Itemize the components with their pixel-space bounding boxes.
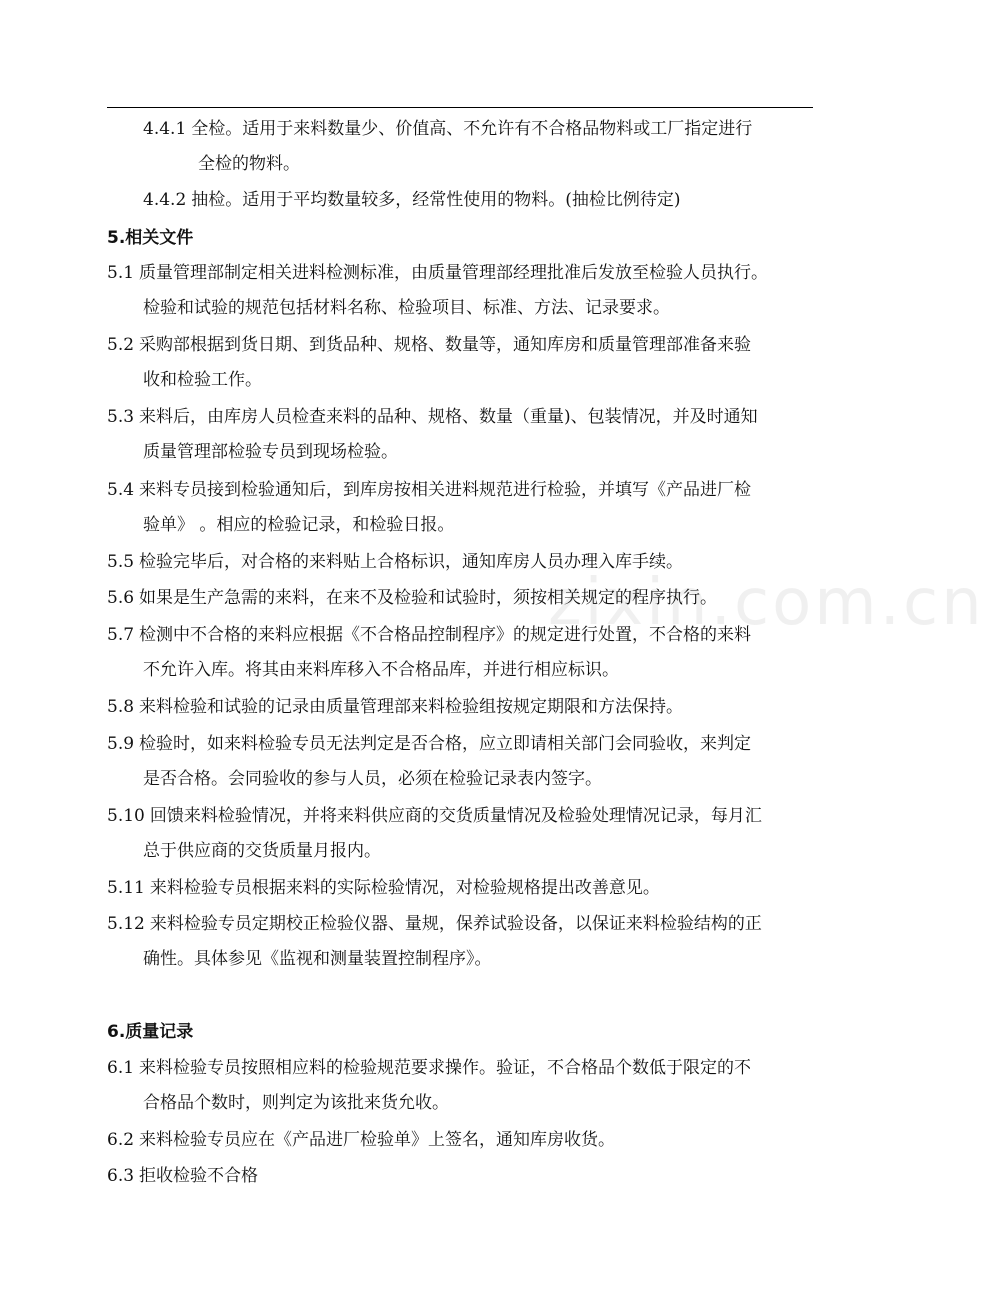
item-text: 拒收检验不合格 <box>139 1166 259 1186</box>
item-5-3-line-2: 质量管理部检验专员到现场检验。 <box>143 442 398 462</box>
item-4-4-1-line-1 <box>143 118 752 140</box>
item-text: 来料检验专员根据来料的实际检验情况，对检验规格提出改善意见。 <box>149 878 660 898</box>
item-text: 检验完毕后，对合格的来料贴上合格标识，通知库房人员办理入库手续。 <box>139 552 684 572</box>
item-number: 5.3 <box>107 407 135 427</box>
item-5-6 <box>107 587 717 609</box>
item-number: 4.4.2 <box>143 190 187 210</box>
item-number: 5.4 <box>107 480 135 500</box>
item-4-4-1-line-2: 全检的物料。 <box>198 154 300 174</box>
section-6-heading: 6.质量记录 <box>107 1022 194 1042</box>
item-5-1-line-2: 检验和试验的规范包括材料名称、检验项目、标准、方法、记录要求。 <box>143 298 670 318</box>
item-5-12-line-2: 确性。具体参见《监视和测量装置控制程序》。 <box>143 949 492 969</box>
item-5-5 <box>107 551 683 573</box>
item-text: 质量管理部制定相关进料检测标准，由质量管理部经理批准后发放至检验人员执行。 <box>139 263 769 283</box>
item-text: 来料检验专员应在《产品进厂检验单》上签名，通知库房收货。 <box>139 1130 616 1150</box>
item-number: 5.1 <box>107 263 135 283</box>
item-5-10-line-2: 总于供应商的交货质量月报内。 <box>143 841 381 861</box>
item-5-4-line-2: 验单》 。相应的检验记录，和检验日报。 <box>143 515 455 535</box>
item-5-1-line-1 <box>107 262 768 284</box>
watermark: zixin.com.cn <box>548 566 985 640</box>
item-text: 采购部根据到货日期、到货品种、规格、数量等，通知库房和质量管理部准备来验 <box>139 335 752 355</box>
item-text: 来料检验专员定期校正检验仪器、量规，保养试验设备，以保证来料检验结构的正 <box>149 914 762 934</box>
item-4-4-2-line-1 <box>143 189 681 211</box>
item-6-2 <box>107 1129 615 1151</box>
item-5-7-line-2: 不允许入库。将其由来料库移入不合格品库，并进行相应标识。 <box>143 660 619 680</box>
item-5-10-line-1 <box>107 805 762 827</box>
item-number: 6.3 <box>107 1166 135 1186</box>
item-5-9-line-1 <box>107 733 751 755</box>
item-number: 4.4.1 <box>143 119 187 139</box>
item-text: 来料专员接到检验通知后，到库房按相关进料规范进行检验，并填写《产品进厂检 <box>139 480 752 500</box>
item-text: 回馈来料检验情况，并将来料供应商的交货质量情况及检验处理情况记录，每月汇 <box>149 806 762 826</box>
item-number: 5.2 <box>107 335 135 355</box>
item-text: 检验时，如来料检验专员无法判定是否合格，应立即请相关部门会同验收，来判定 <box>139 734 752 754</box>
item-number: 5.5 <box>107 552 135 572</box>
item-text: 来料检验专员按照相应料的检验规范要求操作。验证，不合格品个数低于限定的不 <box>139 1058 752 1078</box>
item-number: 5.6 <box>107 588 135 608</box>
item-number: 5.11 <box>107 878 145 898</box>
item-number: 5.7 <box>107 625 135 645</box>
header-rule <box>107 107 813 108</box>
section-5-heading: 5.相关文件 <box>107 228 194 248</box>
item-text: 如果是生产急需的来料，在来不及检验和试验时，须按相关规定的程序执行。 <box>139 588 718 608</box>
item-6-1-line-1 <box>107 1057 751 1079</box>
item-text: 抽检。适用于平均数量较多，经常性使用的物料。(抽检比例待定) <box>191 190 681 210</box>
item-5-2-line-2: 收和检验工作。 <box>143 370 262 390</box>
item-5-12-line-1 <box>107 913 762 935</box>
item-number: 5.12 <box>107 914 145 934</box>
item-6-3 <box>107 1165 258 1187</box>
item-5-8 <box>107 696 683 718</box>
item-text: 来料检验和试验的记录由质量管理部来料检验组按规定期限和方法保持。 <box>139 697 684 717</box>
item-number: 5.10 <box>107 806 145 826</box>
item-number: 6.1 <box>107 1058 135 1078</box>
item-text: 来料后，由库房人员检查来料的品种、规格、数量（重量)、包装情况，并及时通知 <box>139 407 758 427</box>
item-5-7-line-1 <box>107 624 751 646</box>
item-text: 检测中不合格的来料应根据《不合格品控制程序》的规定进行处置，不合格的来料 <box>139 625 752 645</box>
item-number: 6.2 <box>107 1130 135 1150</box>
item-5-3-line-1 <box>107 406 758 428</box>
item-number: 5.8 <box>107 697 135 717</box>
item-6-1-line-2: 合格品个数时，则判定为该批来货允收。 <box>143 1093 449 1113</box>
item-text: 全检。适用于来料数量少、价值高、不允许有不合格品物料或工厂指定进行 <box>191 119 753 139</box>
item-number: 5.9 <box>107 734 135 754</box>
item-5-2-line-1 <box>107 334 751 356</box>
item-5-11 <box>107 877 660 899</box>
item-5-9-line-2: 是否合格。会同验收的参与人员，必须在检验记录表内签字。 <box>143 769 602 789</box>
item-5-4-line-1 <box>107 479 751 501</box>
